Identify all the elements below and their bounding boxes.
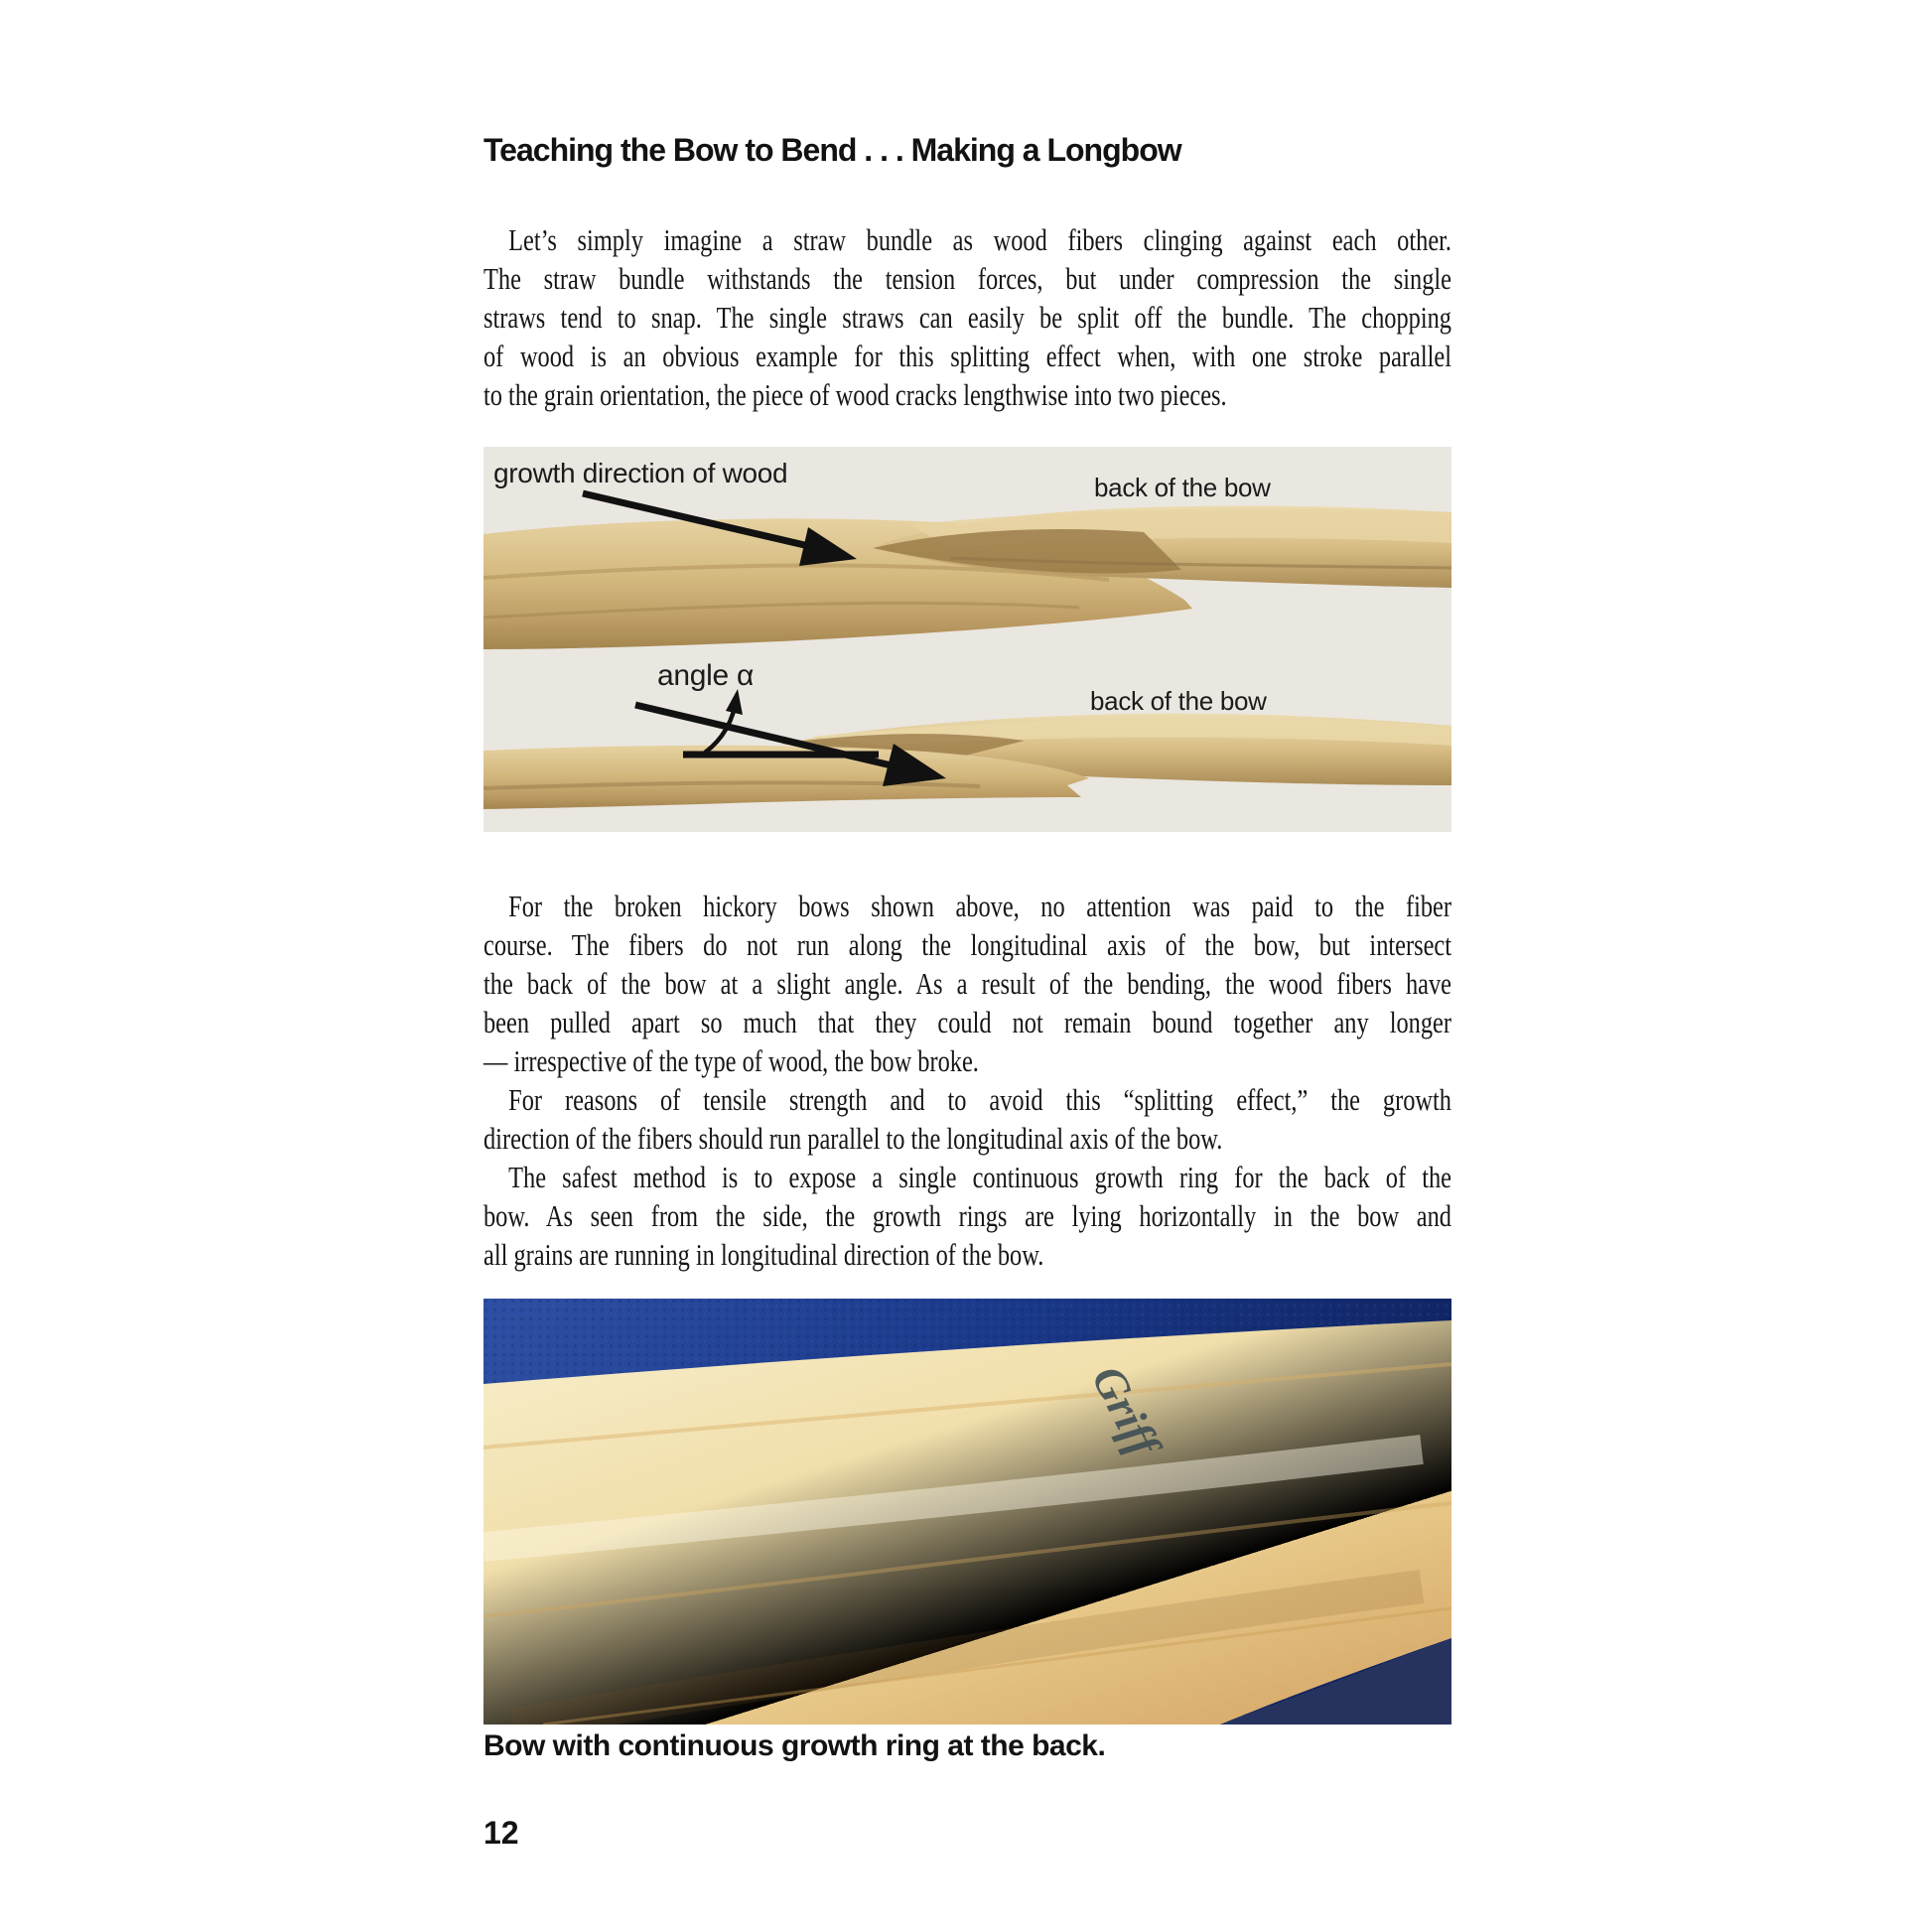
text-line: all grains are running in longitudinal direction of the bow. <box>483 1237 1044 1272</box>
text-line: straws tend to snap. The single straws can easily be split off the bundle. The chopping <box>483 300 1451 335</box>
paragraph <box>483 220 1451 414</box>
text-line: the back of the bow at a slight angle. As a result of the bending, the wood fibers have <box>483 966 1451 1001</box>
signature-text: Griff <box>1082 1357 1171 1464</box>
text-line: The safest method is to expose a single continuous growth ring for the back of the <box>508 1160 1451 1194</box>
text-line: For the broken hickory bows shown above, no attention was paid to the fiber <box>508 889 1451 923</box>
figure-growth-ring-photo <box>483 1299 1451 1725</box>
page-number: 12 <box>483 1815 519 1851</box>
text-line: Let’s simply imagine a straw bundle as wood fibers clinging against each other. <box>508 222 1451 257</box>
paragraph <box>483 1158 1451 1274</box>
figure1-label-angle-alpha: angle α <box>657 659 754 692</box>
figure-broken-bows-photo <box>483 447 1451 832</box>
text-line: direction of the fibers should run parallel to the longitudinal axis of the bow. <box>483 1121 1223 1156</box>
text-line: to the grain orientation, the piece of wood cracks lengthwise into two pieces. <box>483 377 1227 412</box>
text-line: course. The fibers do not run along the longitudinal axis of the bow, but intersect <box>483 927 1451 962</box>
paragraph <box>483 887 1451 1080</box>
text-line: For reasons of tensile strength and to avoid this “splitting effect,” the growth <box>508 1082 1451 1117</box>
text-line: The straw bundle withstands the tension forces, but under compression the single <box>483 261 1451 296</box>
text-line: — irrespective of the type of wood, the bow broke. <box>483 1043 979 1078</box>
text-line: bow. As seen from the side, the growth rings are lying horizontally in the bow and <box>483 1198 1451 1233</box>
figure2-caption: Bow with continuous growth ring at the back. <box>483 1729 1106 1762</box>
figure1-label-growth-direction: growth direction of wood <box>493 458 788 488</box>
page-title: Teaching the Bow to Bend . . . Making a Longbow <box>483 132 1181 168</box>
paragraph <box>483 1080 1451 1158</box>
figure1-label-back-of-bow-bottom: back of the bow <box>1090 686 1267 716</box>
body-paragraphs-2-4 <box>483 887 1451 1274</box>
text-line: of wood is an obvious example for this splitting effect when, with one stroke parallel <box>483 339 1451 373</box>
text-line: been pulled apart so much that they could not remain bound together any longer <box>483 1005 1451 1039</box>
figure1-label-back-of-bow-top: back of the bow <box>1094 473 1271 502</box>
body-paragraph-1 <box>483 220 1451 414</box>
